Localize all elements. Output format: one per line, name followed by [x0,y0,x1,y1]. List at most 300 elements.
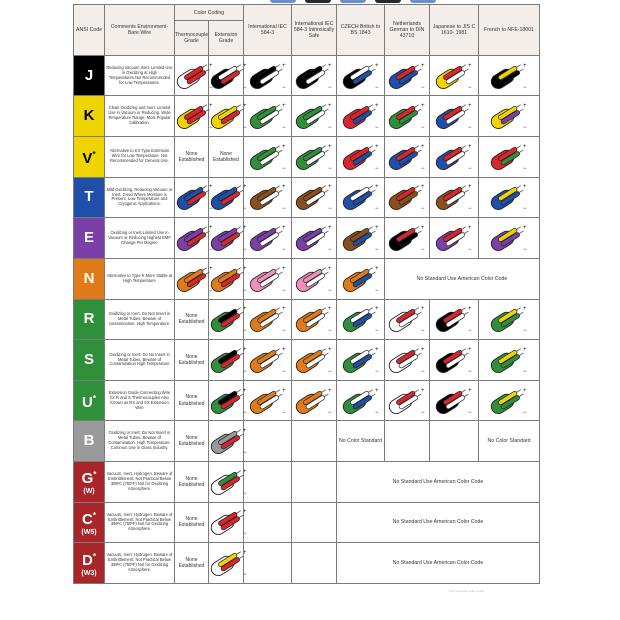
svg-text:−: − [328,84,332,91]
ansi-code-cell [74,380,105,421]
svg-text:+: + [209,62,213,69]
svg-text:+: + [421,387,425,394]
svg-text:−: − [328,165,332,172]
comment-cell-label: Oxidizing or Inert. Do No Insert in Metal Tubes. Beware of Contamination High Temperature [109,351,170,367]
international-cell [244,543,292,584]
thermocouple-grade-cell-label: None Established [178,313,205,326]
header-japanese: Japanese to JIS C 1610- 1981 [430,5,479,56]
svg-text:+: + [281,225,286,232]
svg-text:+: + [281,265,286,272]
intrinsically-safe-cell [292,177,337,218]
wire-icon [341,264,381,294]
svg-text:+: + [243,509,247,516]
svg-text:+: + [468,346,472,353]
extension-grade-cell-label: None Established [213,150,239,163]
wire-icon [248,142,288,172]
thermocouple-grade-cell-label: None Established [178,556,205,570]
svg-text:+: + [468,143,472,150]
thermocouple-grade-cell [175,421,209,462]
svg-text:+: + [421,62,425,69]
wire-icon [248,61,288,91]
extension-grade-cell [209,218,247,259]
thermocouple-grade-cell [175,380,209,421]
wire-icon [434,345,474,375]
svg-text:+: + [281,306,286,313]
british-cell [337,380,385,421]
german-cell [385,299,430,340]
intrinsically-safe-cell [292,137,337,178]
footnote: Thermocouple Color Codes [448,589,485,593]
svg-text:−: − [209,84,213,91]
svg-text:−: − [281,125,286,132]
svg-text:+: + [523,346,527,353]
comment-cell-label: Extension Guide Connecting Wire for R and S Thermocouples Also Known as RX and SX Extension Wire [108,389,171,410]
svg-text:−: − [281,409,286,416]
french-cell [479,218,540,259]
international-cell [244,258,292,299]
svg-text:+: + [328,62,332,69]
svg-text:+: + [209,265,213,272]
ansi-code-alias: (W3) [81,569,97,577]
svg-text:+: + [523,143,527,150]
svg-text:−: − [328,409,332,416]
extension-grade-cell [209,55,247,96]
international-cell [244,96,292,137]
svg-text:+: + [243,103,247,110]
no-standard-cell [337,462,540,503]
svg-text:+: + [243,184,247,191]
svg-text:−: − [281,206,286,213]
ansi-code-cell [74,96,105,137]
wire-icon [434,304,474,334]
svg-text:−: − [523,165,527,172]
comment-cell [105,421,175,462]
wire-icon [387,61,427,91]
svg-text:−: − [281,328,286,335]
svg-text:−: − [523,409,527,416]
wire-icon [434,223,474,253]
british-cell [337,96,385,137]
intrinsically-safe-cell [292,55,337,96]
svg-text:+: + [243,265,247,272]
ansi-code-cell [74,543,105,584]
svg-text:+: + [281,143,286,150]
wire-icon [434,101,474,131]
svg-text:+: + [281,184,286,191]
thermocouple-grade-cell [175,258,213,299]
svg-text:−: − [374,368,379,375]
svg-text:+: + [468,225,472,232]
german-cell [385,177,430,218]
japanese-cell [430,218,479,259]
french-cell [479,177,540,218]
svg-text:−: − [209,287,213,294]
table-row [74,258,540,299]
extension-grade-cell [209,462,247,503]
ansi-code-cell [74,137,105,178]
ansi-code-cell [74,340,105,381]
svg-text:−: − [421,206,425,213]
wire-icon [341,223,381,253]
british-cell [337,258,385,299]
international-cell [244,340,292,381]
german-cell [385,137,430,178]
comment-cell [105,177,175,218]
wire-icon [387,304,427,334]
svg-text:+: + [243,387,247,394]
asterisk-mark: * [92,149,96,159]
svg-text:+: + [523,184,527,191]
thermocouple-grade-cell-label: None Established [178,353,205,366]
intrinsically-safe-cell [292,218,337,259]
wire-icon [294,101,334,131]
svg-text:+: + [281,346,286,353]
table-row [74,340,540,381]
svg-text:+: + [468,62,472,69]
wire-icon [248,182,288,212]
extension-grade-cell [209,543,247,584]
svg-text:−: − [374,165,379,172]
svg-text:−: − [243,368,247,375]
intrinsically-safe-cell [292,462,337,503]
header-german: Netherlands German to DIN 43710 [385,5,430,56]
no-standard-cell-label: No Standard Use American Color Code [392,478,484,485]
svg-text:−: − [328,125,332,132]
no-standard-cell [337,543,540,584]
ansi-code-cell [74,258,105,299]
wire-icon [294,345,334,375]
wire-icon [489,386,529,416]
comment-cell [105,299,175,340]
wire-icon [387,142,427,172]
svg-text:+: + [374,143,379,150]
svg-text:−: − [243,490,247,497]
svg-text:+: + [328,265,332,272]
wire-icon [248,386,288,416]
wire-icon [341,61,381,91]
thermocouple-grade-cell-label: None Established [178,150,205,163]
german-cell [385,218,430,259]
thermocouple-grade-cell [175,299,209,340]
no-standard-cell-label: No Standard Use American Color Code [392,560,484,567]
extension-grade-cell [209,502,247,543]
svg-text:+: + [374,103,379,110]
extension-grade-cell [209,96,247,137]
ansi-code: K [83,107,95,125]
svg-text:−: − [468,165,472,172]
svg-text:−: − [374,247,379,254]
wire-icon [248,264,288,294]
thermocouple-grade-cell [175,462,209,503]
svg-text:+: + [421,184,425,191]
wire-icon [341,182,381,212]
french-cell [479,421,540,462]
french-cell-label: No Color Standard [487,438,531,445]
ansi-code-cell [74,299,105,340]
header-french: French to NFE-18001 [479,5,540,56]
svg-text:−: − [421,84,425,91]
german-cell [385,340,430,381]
svg-text:+: + [523,387,527,394]
table-row [74,299,540,340]
ansi-code: D* [82,551,96,569]
svg-text:+: + [209,184,213,191]
japanese-cell [430,96,479,137]
asterisk-mark: * [92,551,96,561]
wire-icon [341,304,381,334]
svg-text:+: + [523,225,527,232]
svg-text:−: − [281,287,286,294]
ansi-code: T [84,188,94,206]
ansi-code: U* [82,393,96,411]
british-cell [337,55,385,96]
wire-icon [489,61,529,91]
extension-grade-cell [209,380,247,421]
svg-text:+: + [523,62,527,69]
svg-text:−: − [468,125,472,132]
international-cell [244,177,292,218]
svg-text:−: − [243,247,247,254]
thermocouple-grade-cell [175,137,209,178]
svg-text:+: + [243,428,247,435]
wire-icon [489,345,529,375]
comment-cell [105,340,175,381]
international-cell [244,462,292,503]
table-row [74,218,540,259]
svg-text:−: − [243,287,247,294]
intrinsically-safe-cell [292,380,337,421]
svg-text:+: + [468,387,472,394]
svg-text:−: − [374,125,379,132]
svg-text:−: − [421,368,425,375]
svg-text:−: − [209,125,213,132]
table-row [74,380,540,421]
comment-cell-label: Alternative to Type K More Stable at High Temperature [106,272,173,283]
thermocouple-grade-cell [175,218,213,259]
top-strip-decoration [340,0,366,3]
japanese-cell [430,137,479,178]
comment-cell-label: Reducing Vacuum,Inert. Limited Use in Oxidizing at High Temperatures.Not Recommended for Low Temperatures. [106,64,173,85]
color-code-table [73,4,540,584]
extension-grade-cell [209,137,244,178]
ansi-code-alias: (W) [83,488,95,496]
wire-icon [341,386,381,416]
german-cell [385,380,430,421]
thermocouple-grade-cell [175,55,213,96]
svg-text:+: + [243,62,247,69]
intrinsically-safe-cell [292,96,337,137]
svg-text:−: − [523,368,527,375]
wire-icon [434,142,474,172]
wire-icon [434,386,474,416]
svg-text:+: + [374,62,379,69]
top-strip-decoration [270,0,296,3]
wire-icon [489,182,529,212]
extension-grade-cell [209,340,247,381]
comment-cell-label: Oxidizing or Inert. Do Not Insert in Metal Tubes. Beware of contamination. High Temperature. [108,310,171,326]
wire-icon [489,304,529,334]
french-cell [479,299,540,340]
table-row [74,502,540,543]
header-intrinsically-safe: International IEC 584-3 Intrinsically Safe [292,5,337,56]
ansi-code: C* [82,510,96,528]
german-cell [385,421,430,462]
svg-text:−: − [281,247,286,254]
svg-text:−: − [374,84,379,91]
international-cell [244,502,292,543]
wire-icon [294,142,334,172]
svg-text:+: + [328,103,332,110]
thermocouple-grade-cell-label: None Established [178,394,205,407]
svg-text:−: − [523,206,527,213]
ansi-code: V* [82,149,96,167]
svg-text:−: − [468,368,472,375]
svg-text:+: + [374,225,379,232]
wire-icon [387,101,427,131]
comment-cell [105,258,175,299]
thermocouple-grade-cell [175,502,209,543]
wire-icon [387,345,427,375]
svg-text:+: + [209,103,213,110]
comment-cell [105,380,175,421]
intrinsically-safe-cell [292,421,337,462]
wire-icon [387,223,427,253]
header-international: International IEC 584-3 [244,5,292,56]
svg-text:−: − [468,84,472,91]
comment-cell-label: Vacuum, Inert, Hydrogen. Beware of Embrittlement. Not Practical Below 399ºC (750ºF) Not for Oxidizing Atmosphere. [106,552,173,573]
german-cell [385,96,430,137]
french-cell [479,55,540,96]
wire-icon [294,182,334,212]
ansi-code-cell [74,218,105,259]
british-cell [337,340,385,381]
wire-icon [387,182,427,212]
japanese-cell [430,299,479,340]
ansi-code: J [84,66,94,84]
wire-icon [489,223,529,253]
svg-text:+: + [328,143,332,150]
comment-cell-label: Vacuum, Inert, Hydrogen. Beware of Embrittlement. Not Practical Below 399ºC (750ºF) Not for Oxidizing Atmosphere. [106,511,173,532]
header-extension-grade: Extension Grade [209,21,244,56]
svg-text:+: + [421,143,425,150]
svg-text:−: − [243,125,247,132]
table-row [74,462,540,503]
extension-grade-cell [209,258,247,299]
japanese-cell [430,55,479,96]
no-standard-cell-label: No Standard Use American Color Code [392,519,484,526]
svg-text:+: + [281,62,286,69]
comment-cell-label: Mild Oxidizing, Reducing Vacuum or Inert. Good Where Moisture is Present. Low Temperature and Cryogenic Applications. [106,186,173,207]
wire-icon [489,142,529,172]
ansi-code: G* [81,470,97,488]
svg-text:+: + [209,225,213,232]
svg-text:−: − [328,328,332,335]
thermocouple-grade-cell [175,177,213,218]
british-cell [337,421,385,462]
thermocouple-grade-cell [175,340,209,381]
japanese-cell [430,340,479,381]
svg-text:−: − [281,368,286,375]
british-cell [337,299,385,340]
svg-text:−: − [243,84,247,91]
extension-grade-cell [209,421,247,462]
svg-text:+: + [421,103,425,110]
french-cell [479,137,540,178]
wire-icon [341,345,381,375]
header-color-coding: Color Coding [175,5,244,21]
svg-text:−: − [209,206,213,213]
svg-text:−: − [421,247,425,254]
thermocouple-grade-cell [175,96,213,137]
svg-text:+: + [468,184,472,191]
comment-cell [105,96,175,137]
svg-text:+: + [374,265,379,272]
comment-cell-label: Alternative to KX Type Extension Wire for Low Temperature. Not Recommended for General Use. [109,148,170,164]
intrinsically-safe-cell [292,299,337,340]
svg-text:−: − [243,409,247,416]
german-cell [385,55,430,96]
ansi-code-alias: (W5) [81,528,97,536]
table-row [74,137,540,178]
table-row [74,543,540,584]
svg-text:−: − [243,450,247,457]
header-thermocouple-grade: Thermocouple Grade [175,21,209,56]
svg-text:+: + [468,306,472,313]
japanese-cell [430,177,479,218]
svg-text:−: − [243,531,247,538]
top-strip-decoration [375,0,401,3]
comment-cell [105,55,175,96]
svg-text:−: − [374,409,379,416]
svg-text:−: − [374,328,379,335]
comment-cell-label: Vacuum, Inert, Hydrogen. Beware of Embrittlement. Not Practical Below 399ºC (750ºF) Not for Oxidizing Atmosphere. [106,471,173,491]
svg-text:−: − [421,165,425,172]
wire-icon [294,264,334,294]
intrinsically-safe-cell [292,340,337,381]
wire-icon [294,386,334,416]
international-cell [244,421,292,462]
thermocouple-grade-cell [175,543,209,584]
table-row [74,177,540,218]
svg-text:−: − [328,287,332,294]
svg-text:−: − [421,409,425,416]
svg-text:−: − [468,409,472,416]
international-cell [244,137,292,178]
table-row [74,96,540,137]
table-row [74,421,540,462]
svg-text:−: − [328,206,332,213]
intrinsically-safe-cell [292,502,337,543]
ansi-code-cell [74,421,105,462]
svg-text:+: + [243,346,247,353]
top-strip-decoration [410,0,436,3]
table-row [74,55,540,96]
french-cell [479,380,540,421]
svg-text:+: + [421,346,425,353]
svg-text:−: − [421,328,425,335]
svg-text:−: − [209,247,213,254]
wire-icon [434,182,474,212]
wire-icon [294,61,334,91]
svg-text:+: + [374,346,379,353]
international-cell [244,299,292,340]
svg-text:+: + [243,225,247,232]
svg-text:+: + [374,387,379,394]
comment-cell-label: Oxidizing or Inert Limited Use in Vacuum or Reducing Highest EMF Change Per Degree [108,229,171,245]
comment-cell [105,137,175,178]
ansi-code-cell [74,55,105,96]
wire-icon [294,304,334,334]
